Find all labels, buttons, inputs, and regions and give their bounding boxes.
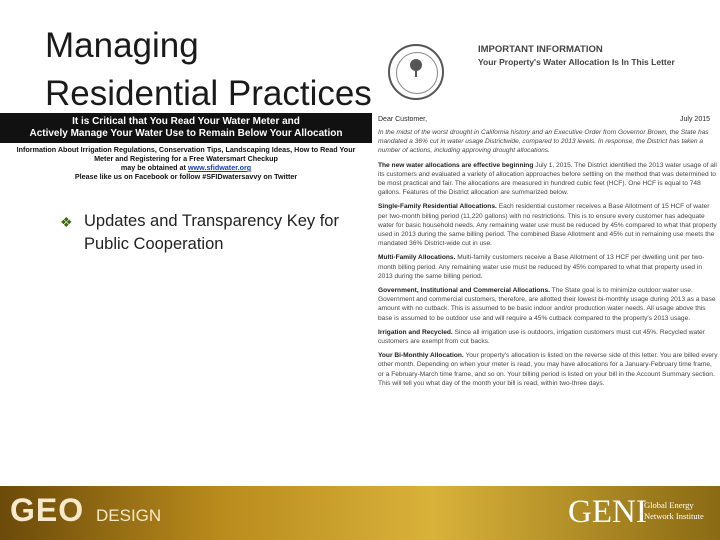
- letter-p2: [378, 161, 718, 198]
- letter-p1: In the midst of the worst drought in California history and an Executive Order from Governor Brown, the State has mandated a 36% cut in water usage Districtwide, compared to 2013 levels. In response, the District has taken a number of actions, including approving drought allocations.: [378, 129, 709, 155]
- slide-title: [45, 22, 385, 118]
- letter-p5: [378, 286, 718, 323]
- banner-info: [0, 143, 372, 183]
- letter-date: July 2015: [680, 116, 710, 123]
- letter-p6: [378, 328, 718, 346]
- banner-info-c-row: [8, 163, 364, 172]
- diamond-bullet-icon: ❖: [60, 214, 73, 230]
- banner-line1: It is Critical that You Read Your Water Meter and: [72, 116, 300, 127]
- letter-p2-text: July 1, 2015. The District identified the 2013 water usage of all its customers and evaluated a variety of allocation approaches before settling on the method that was determined to be most practical and fair. The allocations are measured in hundred cubic feet (HCF). One HCF is equal to 748 gallons. Features of the District allocation are summarized below.: [378, 161, 717, 197]
- letter-p6-text: Since all irrigation use is outdoors, irrigation customers must cut 45%. Recycled water customers are exempt from cut backs.: [378, 328, 705, 346]
- letter-p3-bold: Single-Family Residential Allocations.: [378, 203, 497, 211]
- letter-p5-text: The State goal is to minimize outdoor water use. Government and commercial customers, therefore, are allotted their lowest bi-monthly usage during 2013 as a base amount with no cutback. This is assumed to be basic indoor and/or production water needs. All usage above this base is assumed to be outdoor use and will require a 45% cutback compared to the property's 2013 usage.: [378, 287, 716, 322]
- banner-heading: [0, 113, 372, 143]
- letter-header-sub: Your Property's Water Allocation Is In This Letter: [478, 57, 675, 67]
- letter-p7-bold: Your Bi-Monthly Allocation.: [378, 352, 464, 360]
- letter-p4-text: Multi-family customers receive a Base Allotment of 13 HCF per dwelling unit per two-month billing period. Any remaining water use must be reduced by 45% compared to what that property used in 2013 during the same billing period.: [378, 254, 705, 280]
- letter-header: [478, 44, 675, 68]
- letter-p3: [378, 202, 718, 248]
- tree-icon: [407, 58, 425, 78]
- district-seal-icon: [388, 44, 444, 100]
- design-logo-text: DESIGN: [96, 506, 162, 525]
- letter-p5-bold: Government, Institutional and Commercial Allocations.: [378, 287, 550, 295]
- letter-greeting: Dear Customer,: [378, 116, 428, 123]
- banner-info-d: Please like us on Facebook or follow #SFIDwatersavvy on Twitter: [74, 172, 298, 181]
- letter-p6-bold: Irrigation and Recycled.: [378, 328, 453, 336]
- banner-info-c: may be obtained at: [120, 163, 186, 172]
- bill-insert-banner: [0, 113, 372, 189]
- slide-title-line2: Residential Practices: [45, 74, 372, 113]
- banner-line2: Actively Manage Your Water Use to Remain Below Your Allocation: [29, 128, 343, 139]
- geni-subtitle: [644, 500, 704, 521]
- letter-p4-bold: Multi-Family Allocations.: [378, 254, 456, 262]
- geni-sub2: Network Institute: [644, 510, 704, 521]
- letter-header-title: IMPORTANT INFORMATION: [478, 44, 603, 55]
- footer-bar: [0, 486, 720, 540]
- website-link[interactable]: www.sfidwater.org: [187, 163, 252, 172]
- banner-info-b: Meter and Registering for a Free Watersmart Checkup: [94, 154, 278, 163]
- water-allocation-letter: [378, 38, 718, 510]
- geni-sub1: Global Energy: [644, 500, 694, 510]
- geo-logo: GEO: [10, 492, 85, 528]
- letter-p4: [378, 253, 718, 281]
- bullet-text: Updates and Transparency Key for Public Cooperation: [84, 212, 339, 253]
- banner-info-a: Information About Irrigation Regulations, Conservation Tips, Landscaping Ideas, How to Read Your: [16, 145, 356, 154]
- letter-p7: [378, 351, 718, 388]
- slide-title-line1: Managing: [45, 26, 199, 65]
- letter-p2-bold: The new water allocations are effective beginning: [378, 161, 534, 169]
- letter-body: [378, 128, 718, 393]
- letter-p7-text: Your property's allocation is listed on the reverse side of this letter. You are billed every other month. Depending on when your meter is read, you may have allocations for a January-February time frame, or a February-March time frame, and so on. Your billing period is listed on your bill in the Account Summary section. This will tell you what day of the month your bill is read, within two-three days.: [378, 352, 718, 387]
- bullet-item: [60, 210, 360, 256]
- letter-p3-text: Each residential customer receives a Base Allotment of 15 HCF of water per two-month billing period (11,220 gallons) with no restrictions. This is to ensure every customer has adequate water for basic household needs. Any remaining water use must be reduced by 45% compared to what that property used in 2013 during the same billing period. The combined Base Allotment and 45% cut in remaining use meets the mandated 36% District-wide cut in use.: [378, 203, 717, 248]
- geni-logo: GENI: [568, 494, 647, 530]
